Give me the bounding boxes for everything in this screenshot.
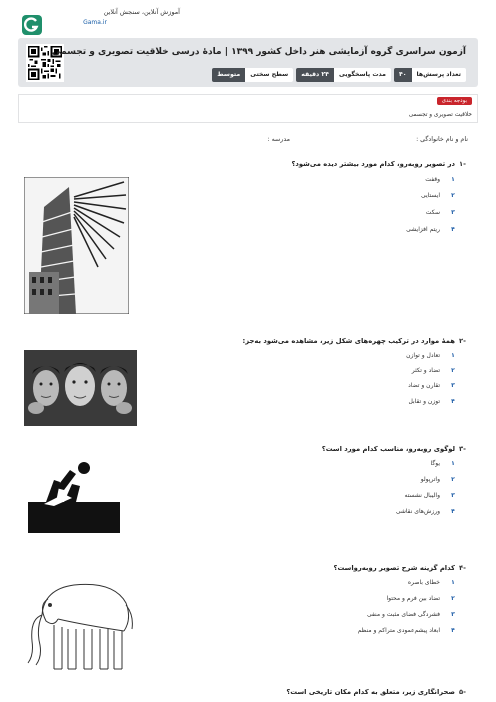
chip-duration: [296, 68, 391, 82]
sport-logo-image: [24, 460, 122, 533]
option-number: ۳: [451, 492, 455, 499]
option-text: فشردگی فضای مثبت و منفی: [367, 611, 440, 618]
option-text: تقارن و تضاد: [408, 382, 440, 389]
option-text: وقفت: [425, 176, 440, 183]
option-number: ۱: [451, 579, 455, 586]
chip-difficulty: [212, 68, 293, 82]
student-name-label: نام و نام خانوادگی :: [416, 136, 468, 143]
question-text: در تصویر روبه‌رو، کدام مورد بیشتر دیده می‌شود؟: [291, 160, 456, 168]
option-number: ۴: [451, 398, 455, 405]
option-number: ۱: [451, 176, 455, 183]
question-number: -۳: [459, 445, 466, 453]
question-text: صحرانگاری زیر، متعلق به کدام مکان تاریخی است؟: [286, 688, 456, 696]
option-4-1[interactable]: [408, 579, 456, 586]
question-5: [286, 688, 466, 696]
option-1-4[interactable]: [406, 226, 456, 233]
site-title: آموزش آنلاین، سنجش آنلاین: [103, 8, 180, 16]
option-number: ۳: [451, 209, 455, 216]
option-4-3[interactable]: [367, 611, 456, 618]
option-text: یوگا: [430, 460, 440, 467]
chip-value: ۴۰: [394, 68, 412, 82]
option-3-4[interactable]: [396, 508, 456, 515]
question-number: -۱: [459, 160, 466, 168]
option-2-3[interactable]: [408, 382, 456, 389]
option-text: واترپولو: [420, 476, 440, 483]
gama-logo-icon: [22, 15, 42, 35]
option-1-2[interactable]: [421, 192, 456, 199]
chip-label: سطح سختی: [245, 68, 293, 82]
option-1-3[interactable]: [426, 209, 456, 216]
exam-info-chips: [212, 68, 466, 82]
option-number: ۴: [451, 508, 455, 515]
question-text: کدام گزینه شرح تصویر روبه‌رواست؟: [333, 564, 456, 572]
option-text: ورزش‌های نقاشی: [395, 508, 440, 515]
faces-image: [24, 350, 137, 426]
question-4: [334, 564, 466, 572]
option-3-2[interactable]: [421, 476, 456, 483]
option-text: توزن و تقابل: [408, 398, 440, 405]
option-4-4[interactable]: [358, 627, 456, 634]
option-3-3[interactable]: [404, 492, 456, 499]
option-text: تضاد بین فرم و محتوا: [386, 595, 440, 602]
option-number: ۲: [451, 367, 455, 374]
chip-value: متوسط: [212, 68, 245, 82]
option-text: والیبال نشسته: [404, 492, 440, 499]
question-text: لوگوی روبه‌رو، مناسب کدام مورد است؟: [321, 445, 456, 453]
option-number: ۲: [451, 595, 455, 602]
option-number: ۱: [451, 352, 455, 359]
option-2-1[interactable]: [406, 352, 456, 359]
option-number: ۴: [451, 627, 455, 634]
subject-text: خلاقیت تصویری و تجسمی: [408, 112, 472, 118]
question-3: [322, 445, 466, 453]
option-1-1[interactable]: [425, 176, 456, 183]
option-text: خطای باصره: [407, 579, 440, 586]
chip-label: تعداد پرسش‌ها: [412, 68, 466, 82]
option-number: ۱: [451, 460, 455, 467]
option-4-2[interactable]: [386, 595, 456, 602]
subject-box: [18, 94, 478, 123]
elephant-illusion-image: [24, 575, 141, 673]
option-text: سکت: [425, 209, 440, 216]
option-3-1[interactable]: [431, 460, 456, 467]
chip-label: مدت پاسخگویی: [334, 68, 391, 82]
chip-value: ۲۴ دقیقه: [296, 68, 334, 82]
option-text: تضاد و تکثر: [411, 367, 440, 374]
option-number: ۲: [451, 192, 455, 199]
question-2: [243, 337, 466, 345]
question-1: [291, 160, 466, 168]
question-number: -۲: [459, 337, 466, 345]
question-number: -۵: [459, 688, 466, 696]
option-text: تعادل و توازن: [406, 352, 440, 359]
option-2-2[interactable]: [412, 367, 456, 374]
option-text: ابعاد پیشم‌عمودی متراکم و منظم: [357, 627, 440, 634]
subject-badge: بودجه بندی: [437, 97, 472, 105]
option-number: ۳: [451, 382, 455, 389]
option-2-4[interactable]: [408, 398, 456, 405]
option-text: ریتم افزایشی: [406, 226, 440, 233]
exam-title: آزمون سراسری گروه آزمایشی هنر داخل کشور ۱۳۹۹ | مادهٔ درسی خلاقیت تصویری و تجسمی: [51, 47, 466, 57]
question-text: همهٔ موارد در ترکیب چهره‌های شکل زیر، مشاهده می‌شود به‌جز:: [242, 337, 456, 345]
option-text: ایستایی: [421, 192, 440, 199]
school-label: مدرسه :: [267, 136, 290, 143]
option-number: ۴: [451, 226, 455, 233]
building-image: [24, 177, 129, 314]
chip-question-count: [394, 68, 466, 82]
option-number: ۲: [451, 476, 455, 483]
option-number: ۳: [451, 611, 455, 618]
question-number: -۴: [459, 564, 466, 572]
site-url[interactable]: Gama.ir: [83, 19, 107, 26]
